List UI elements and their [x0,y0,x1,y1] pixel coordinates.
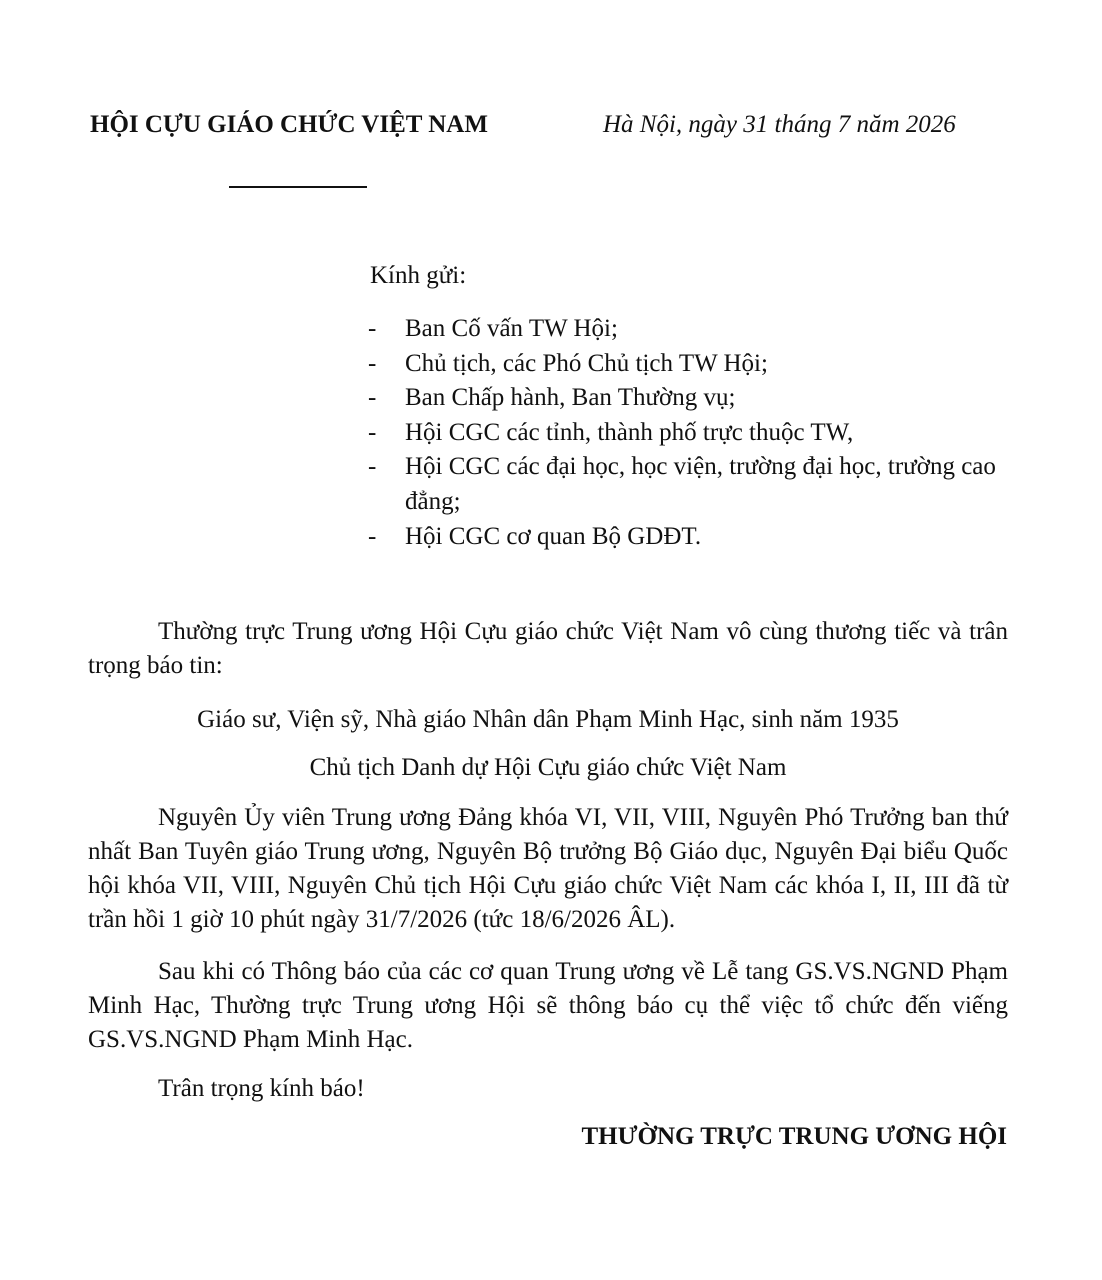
biography-paragraph: Nguyên Ủy viên Trung ương Đảng khóa VI, VII, VIII, Nguyên Phó Trưởng ban thứ nhất Ban Tuyên giáo Trung ương, Nguyên Bộ trưởng Bộ Giáo dục, Nguyên Đại biểu Quốc hội khóa VII, VIII, Nguyên Chủ tịch Hội Cựu giáo chức Việt Nam các khóa I, II, III đã từ trần hồi 1 giờ 10 phút ngày 31/7/2026 (tức 18/6/2026 ÂL). [88,804,1008,933]
recipient-label: Hội CGC cơ quan Bộ GDĐT. [405,522,702,550]
recipient-marker: - [368,349,377,377]
recipient-item [368,381,1013,416]
recipient-marker: - [368,418,377,446]
intro-paragraph: Thường trực Trung ương Hội Cựu giáo chức Việt Nam vô cùng thương tiếc và trân trọng báo tin: [88,618,1008,679]
recipient-label: Ban Cố vấn TW Hội; [405,315,618,342]
recipient-label: Ban Chấp hành, Ban Thường vụ; [405,384,736,412]
honorary-title-line: Chủ tịch Danh dự Hội Cựu giáo chức Việt Nam [309,754,787,781]
recipient-item [368,520,1013,555]
organization-name: HỘI CỰU GIÁO CHỨC VIỆT NAM [90,111,488,138]
recipient-label: Hội CGC các tỉnh, thành phố trực thuộc TW, [405,418,854,446]
recipient-item [368,416,1013,451]
followup-paragraph: Sau khi có Thông báo của các cơ quan Trung ương về Lễ tang GS.VS.NGND Phạm Minh Hạc, Thường trực Trung ương Hội sẽ thông báo cụ thể việc tổ chức đến viếng GS.VS.NGND Phạm Minh Hạc. [88,958,1008,1053]
closing-line: Trân trọng kính báo! [158,1075,365,1102]
recipient-item [368,450,1013,519]
header-underline [229,186,367,188]
recipient-item [368,347,1013,382]
place-date: Hà Nội, ngày 31 tháng 7 năm 2026 [603,111,956,138]
recipient-marker: - [368,453,377,481]
recipient-item [368,312,1013,347]
recipient-list [368,312,1013,554]
recipient-marker: - [368,522,377,550]
salutation: Kính gửi: [370,262,467,289]
recipient-marker: - [368,315,377,342]
deceased-name-line: Giáo sư, Viện sỹ, Nhà giáo Nhân dân Phạm Minh Hạc, sinh năm 1935 [197,706,899,733]
signature-block: THƯỜNG TRỰC TRUNG ƯƠNG HỘI [581,1123,1007,1150]
recipient-label: Chủ tịch, các Phó Chủ tịch TW Hội; [405,349,768,377]
recipient-marker: - [368,384,377,412]
recipient-label: Hội CGC các đại học, học viện, trường đại học, trường cao đẳng; [405,453,996,515]
